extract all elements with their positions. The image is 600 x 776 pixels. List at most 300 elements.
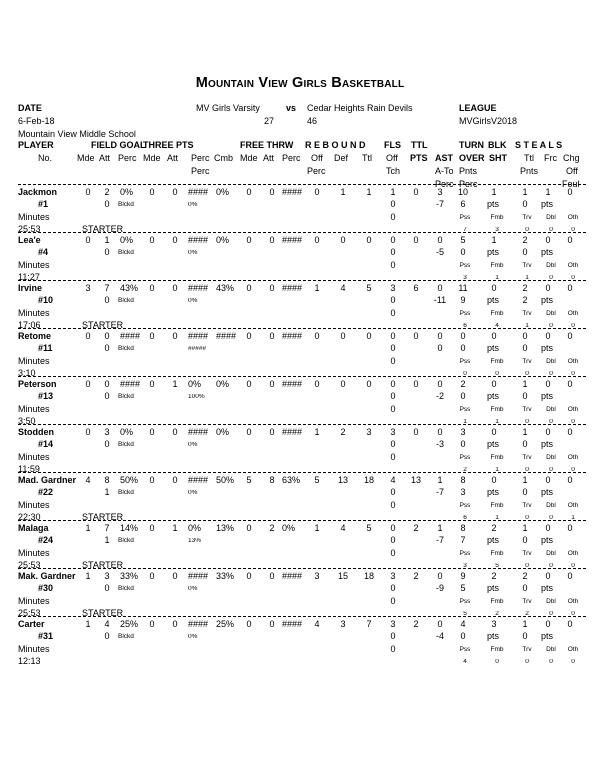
player-ft-a: 0 — [269, 332, 275, 341]
player-st-frc: 0 — [545, 284, 551, 293]
player-fls3: 0 — [390, 261, 396, 270]
dbl-label: Dbl — [546, 550, 556, 557]
dbl-label: Dbl — [546, 214, 556, 221]
player-fg-m: 0 — [85, 380, 91, 389]
player-blk-pts: pts — [487, 392, 500, 401]
player-cmb: 33% — [216, 572, 235, 581]
dbl-label: Dbl — [546, 262, 556, 269]
player-att-perc: 100% — [188, 394, 205, 400]
player-number: #31 — [38, 632, 54, 641]
player-fls3: 0 — [390, 501, 396, 510]
player-st-frc: 0 — [545, 236, 551, 245]
player-pts: 6 — [413, 284, 419, 293]
player-ft-a: 0 — [269, 236, 275, 245]
player-starter: STARTER — [82, 561, 124, 570]
col-ft-mde: Mde — [240, 153, 258, 163]
col-foul-off: Off — [566, 166, 578, 176]
player-fg-a: 0 — [104, 380, 110, 389]
player-name: Carter — [18, 620, 45, 629]
player-number: #13 — [38, 392, 54, 401]
player-name: Malaga — [18, 524, 49, 533]
player-blk-pts: pts — [487, 536, 500, 545]
pss-label: Pss — [459, 598, 471, 605]
dbl-label: Dbl — [546, 358, 556, 365]
game-date: 6-Feb-18 — [18, 116, 55, 126]
player-st-pnts: 0 — [522, 392, 528, 401]
player-dbl: 0 — [549, 467, 553, 473]
player-minutes: 22:30 — [18, 513, 41, 522]
col-off-perc: Perc — [307, 166, 326, 176]
player-ft-p: #### — [282, 620, 303, 629]
player-fls: 3 — [390, 572, 396, 581]
player-tp-p: 0% — [188, 380, 202, 389]
player-tp-a: 0 — [172, 620, 178, 629]
player-fmb: 1 — [495, 419, 499, 425]
minutes-label: Minutes — [18, 644, 50, 654]
player-pts: 0 — [413, 332, 419, 341]
col-fg-perc: Perc — [118, 153, 137, 163]
player-st-frc: 1 — [545, 188, 551, 197]
player-to: 5 — [460, 236, 466, 245]
col-fg-att: Att — [99, 153, 111, 163]
fmb-label: Fmb — [490, 646, 504, 653]
player-tp-m: 0 — [149, 188, 155, 197]
player-to-pnts: 5 — [460, 584, 466, 593]
player-fls: 4 — [390, 476, 396, 485]
col-tp-att: Att — [167, 153, 179, 163]
player-blk-pts: pts — [487, 488, 500, 497]
player-ast: 0 — [437, 620, 443, 629]
row-separator — [18, 376, 586, 377]
player-fg-m: 1 — [85, 620, 91, 629]
player-ft-m: 0 — [246, 524, 252, 533]
player-oth: 0 — [571, 563, 575, 569]
player-ast: 0 — [437, 284, 443, 293]
player-tp-p: #### — [188, 332, 209, 341]
player-fls2: 0 — [390, 488, 396, 497]
player-ft-m: 0 — [246, 188, 252, 197]
player-cmb: 13% — [216, 524, 235, 533]
player-to: 4 — [460, 620, 466, 629]
blocked-label: Blckd — [118, 489, 134, 496]
minutes-label: Minutes — [18, 308, 50, 318]
trv-label: Trv — [522, 310, 532, 317]
player-blk-pts: pts — [487, 584, 500, 593]
player-st-pnts: 0 — [522, 248, 528, 257]
minutes-label: Minutes — [18, 356, 50, 366]
player-ato: -5 — [435, 248, 444, 257]
player-oth: 0 — [571, 467, 575, 473]
player-tp-p: #### — [188, 476, 209, 485]
player-oth: 0 — [571, 611, 575, 617]
player-ft-a: 0 — [269, 620, 275, 629]
player-reb-def: 0 — [340, 332, 346, 341]
player-trv: 2 — [525, 611, 529, 617]
vs-label: vs — [286, 103, 297, 113]
player-blk-pts: pts — [487, 296, 500, 305]
player-st-pnts: 0 — [522, 488, 528, 497]
oth-label: Oth — [567, 646, 579, 653]
player-tp-p: #### — [188, 428, 209, 437]
player-blk-pts: pts — [487, 200, 500, 209]
player-tp-m: 0 — [149, 380, 155, 389]
game-location: Mountain View Middle School — [18, 129, 136, 139]
player-att-perc: 0% — [188, 442, 198, 448]
player-name: Lea'e — [18, 236, 41, 245]
player-st-ttl: 2 — [522, 236, 528, 245]
player-reb-off: 1 — [314, 284, 320, 293]
player-blk: 0 — [491, 284, 497, 293]
player-tp-p: #### — [188, 236, 209, 245]
player-minutes: 3:50 — [18, 417, 36, 426]
player-fg-m: 3 — [85, 284, 91, 293]
player-reb-def: 15 — [337, 572, 348, 581]
row-separator — [18, 616, 586, 617]
player-pts: 2 — [413, 572, 419, 581]
player-ato: -9 — [435, 584, 444, 593]
col-fls-off: Off — [386, 153, 398, 163]
player-blk-pts: pts — [487, 344, 500, 353]
player-reb-off: 0 — [314, 380, 320, 389]
player-att-perc: 0% — [188, 490, 198, 496]
player-fls3: 0 — [390, 309, 396, 318]
col-field-goal: FIELD GOAL — [91, 140, 146, 150]
player-blk-sht: 0 — [104, 200, 110, 209]
col-st-ttl: Ttl — [524, 153, 534, 163]
home-score: 27 — [264, 116, 275, 126]
player-ato: -7 — [435, 488, 444, 497]
player-to: 8 — [460, 476, 466, 485]
player-fg-a: 8 — [104, 476, 110, 485]
player-blk: 0 — [491, 476, 497, 485]
pss-label: Pss — [459, 646, 471, 653]
player-minutes: 25:53 — [18, 561, 41, 570]
col-free-thrw: FREE THRW — [240, 140, 294, 150]
player-oth: 0 — [571, 227, 575, 233]
col-pnts-perc: Perc — [459, 179, 478, 189]
player-reb-def: 13 — [337, 476, 348, 485]
player-to-pnts: 3 — [460, 488, 466, 497]
player-ato: -11 — [433, 296, 447, 305]
col-pnts: Pnts — [459, 166, 478, 176]
dbl-label: Dbl — [546, 598, 556, 605]
player-ft-p: #### — [282, 236, 303, 245]
player-cmb: 0% — [216, 188, 230, 197]
player-pts: 0 — [413, 236, 419, 245]
col-frc: Frc — [544, 153, 557, 163]
dbl-label: Dbl — [546, 406, 556, 413]
player-to: 11 — [458, 284, 468, 293]
player-oth: 0 — [571, 419, 575, 425]
player-st-chg: 0 — [567, 428, 573, 437]
trv-label: Trv — [522, 502, 532, 509]
minutes-label: Minutes — [18, 260, 50, 270]
player-pss: 1 — [463, 419, 467, 425]
player-minutes: 17:06 — [18, 321, 41, 330]
player-reb-ttl: 0 — [366, 236, 372, 245]
player-fg-p: 43% — [120, 284, 139, 293]
player-st-ttl: 1 — [522, 428, 528, 437]
player-blk-sht: 0 — [104, 344, 110, 353]
away-team: Cedar Heights Rain Devils — [307, 103, 413, 113]
player-att-perc: 13% — [188, 538, 202, 544]
player-fg-a: 7 — [104, 284, 110, 293]
player-reb-ttl: 0 — [366, 332, 372, 341]
player-tp-m: 0 — [149, 476, 155, 485]
player-ato: -3 — [435, 440, 444, 449]
player-fg-m: 4 — [85, 476, 91, 485]
dbl-label: Dbl — [546, 646, 556, 653]
player-st-pts: pts — [541, 200, 554, 209]
player-fg-p: 50% — [120, 476, 139, 485]
player-dbl: 0 — [549, 419, 553, 425]
player-tp-a: 0 — [172, 428, 178, 437]
player-to-pnts: 0 — [460, 392, 466, 401]
player-dbl: 0 — [549, 275, 553, 281]
player-tp-m: 0 — [149, 236, 155, 245]
player-st-ttl: 1 — [522, 524, 528, 533]
col-st-pnts: Pnts — [520, 166, 539, 176]
player-ft-p: #### — [282, 380, 303, 389]
player-fg-p: 33% — [120, 572, 139, 581]
player-st-pnts: 0 — [522, 344, 528, 353]
player-reb-ttl: 3 — [366, 428, 372, 437]
player-cmb: 0% — [216, 236, 230, 245]
player-st-pts: pts — [541, 488, 554, 497]
player-st-pnts: 0 — [522, 584, 528, 593]
dbl-label: Dbl — [546, 310, 556, 317]
player-number: #4 — [38, 248, 49, 257]
player-fmb: 1 — [495, 515, 499, 521]
player-starter: STARTER — [82, 609, 124, 618]
col-rebound: R E B O U N D — [305, 140, 366, 150]
player-fmb: 0 — [495, 371, 499, 377]
player-ato: -7 — [435, 200, 444, 209]
player-st-pts: pts — [541, 584, 554, 593]
player-st-frc: 0 — [545, 524, 551, 533]
dbl-label: Dbl — [546, 502, 556, 509]
trv-label: Trv — [522, 646, 532, 653]
row-separator — [18, 280, 586, 281]
pss-label: Pss — [459, 454, 471, 461]
player-trv: 0 — [525, 467, 529, 473]
minutes-label: Minutes — [18, 500, 50, 510]
home-team: MV Girls Varsity — [196, 103, 260, 113]
player-ast: 0 — [437, 380, 443, 389]
player-st-pts: pts — [541, 440, 554, 449]
trv-label: Trv — [522, 406, 532, 413]
player-st-ttl: 1 — [522, 188, 528, 197]
player-to-pnts: 9 — [460, 296, 466, 305]
trv-label: Trv — [522, 598, 532, 605]
player-fg-a: 0 — [104, 332, 110, 341]
league-name: MVGirlsV2018 — [459, 116, 518, 126]
row-separator — [18, 472, 586, 473]
player-ft-a: 0 — [269, 428, 275, 437]
player-tp-p: #### — [188, 188, 209, 197]
col-ft-perc: Perc — [282, 153, 301, 163]
player-att-perc: 0% — [188, 250, 198, 256]
player-trv: 0 — [525, 371, 529, 377]
col-fls: FLS — [384, 140, 401, 150]
player-ato: -4 — [435, 632, 444, 641]
player-fmb: 2 — [495, 611, 499, 617]
player-oth: 0 — [571, 275, 575, 281]
player-st-chg: 0 — [567, 380, 573, 389]
date-label: DATE — [18, 103, 42, 113]
player-att-perc: 0% — [188, 298, 198, 304]
player-reb-off: 4 — [314, 620, 320, 629]
player-st-chg: 0 — [567, 524, 573, 533]
player-to-pnts: 0 — [460, 248, 466, 257]
player-blk: 0 — [491, 380, 497, 389]
col-ato-perc: Perc — [435, 179, 454, 189]
player-tp-a: 1 — [172, 380, 178, 389]
col-tch: Tch — [386, 166, 401, 176]
player-tp-a: 0 — [172, 188, 178, 197]
player-name: Retome — [18, 332, 52, 341]
player-blk: 3 — [491, 620, 497, 629]
player-fmb: 1 — [495, 275, 499, 281]
player-fg-p: 14% — [120, 524, 139, 533]
player-fls: 0 — [390, 236, 396, 245]
player-att-perc: 0% — [188, 202, 198, 208]
row-separator — [18, 232, 586, 233]
player-fmb: 0 — [495, 659, 499, 665]
player-fg-a: 3 — [104, 572, 110, 581]
player-number: #22 — [38, 488, 54, 497]
player-ast: 0 — [437, 332, 443, 341]
player-pss: 7 — [463, 227, 467, 233]
player-pts: 0 — [413, 428, 419, 437]
player-reb-ttl: 0 — [366, 380, 372, 389]
player-to: 10 — [457, 188, 468, 197]
player-reb-ttl: 18 — [363, 476, 374, 485]
player-reb-def: 0 — [340, 236, 346, 245]
player-blk: 2 — [491, 572, 497, 581]
player-to-pnts: 7 — [460, 536, 466, 545]
player-fls2: 0 — [390, 536, 396, 545]
player-name: Mak. Gardner — [18, 572, 76, 581]
player-ft-a: 0 — [269, 284, 275, 293]
player-st-frc: 0 — [545, 476, 551, 485]
player-fg-p: #### — [120, 332, 141, 341]
player-fls3: 0 — [390, 405, 396, 414]
fmb-label: Fmb — [490, 262, 504, 269]
blocked-label: Blckd — [118, 441, 134, 448]
blocked-label: Blckd — [118, 345, 134, 352]
col-three-pts: THREE PTS — [143, 140, 194, 150]
player-ft-m: 0 — [246, 428, 252, 437]
player-pss: 5 — [463, 611, 467, 617]
player-st-ttl: 0 — [522, 332, 528, 341]
player-fg-p: 0% — [120, 428, 134, 437]
player-pss: 2 — [463, 467, 467, 473]
player-reb-ttl: 5 — [366, 284, 372, 293]
player-ft-m: 0 — [246, 572, 252, 581]
player-ast: 0 — [437, 236, 443, 245]
player-st-pts: pts — [541, 248, 554, 257]
player-number: #24 — [38, 536, 54, 545]
player-st-frc: 0 — [545, 620, 551, 629]
col-blk: BLK — [488, 140, 507, 150]
player-minutes: 11:59 — [18, 465, 40, 474]
player-fg-m: 0 — [85, 236, 91, 245]
player-tp-a: 0 — [172, 476, 178, 485]
player-fls: 0 — [390, 524, 396, 533]
player-number: #1 — [38, 200, 49, 209]
player-fls2: 0 — [390, 440, 396, 449]
player-ast: 3 — [437, 188, 443, 197]
player-reb-off: 5 — [314, 476, 320, 485]
oth-label: Oth — [567, 214, 579, 221]
minutes-label: Minutes — [18, 404, 50, 414]
minutes-label: Minutes — [18, 596, 50, 606]
player-blk-pts: pts — [487, 248, 500, 257]
player-tp-m: 0 — [149, 524, 155, 533]
player-reb-ttl: 1 — [366, 188, 372, 197]
col-steals: S T E A L S — [515, 140, 563, 150]
col-foul: Foul — [562, 179, 580, 189]
player-ft-m: 0 — [246, 332, 252, 341]
blocked-label: Blckd — [118, 201, 134, 208]
player-blk-pts: pts — [487, 440, 500, 449]
player-blk-sht: 0 — [104, 440, 110, 449]
player-tp-p: 0% — [188, 524, 202, 533]
player-fg-a: 7 — [104, 524, 110, 533]
col-chg: Chg — [563, 153, 580, 163]
col-ato: A-To — [435, 166, 454, 176]
player-to: 9 — [460, 572, 466, 581]
fmb-label: Fmb — [490, 550, 504, 557]
player-oth: 0 — [571, 371, 575, 377]
player-fmb: 3 — [495, 227, 499, 233]
player-st-pts: pts — [541, 344, 554, 353]
player-st-frc: 0 — [545, 380, 551, 389]
player-tp-a: 1 — [172, 524, 178, 533]
col-reb-ttl: Ttl — [362, 153, 372, 163]
player-ft-p: #### — [282, 572, 303, 581]
col-tp-mde: Mde — [143, 153, 161, 163]
away-score: 46 — [307, 116, 318, 126]
minutes-label: Minutes — [18, 548, 50, 558]
player-trv: 0 — [525, 515, 529, 521]
league-label: LEAGUE — [459, 103, 497, 113]
player-fg-a: 4 — [104, 620, 110, 629]
player-fls: 3 — [390, 284, 396, 293]
player-dbl: 0 — [549, 227, 553, 233]
pss-label: Pss — [459, 550, 471, 557]
player-reb-def: 3 — [340, 620, 346, 629]
player-trv: 0 — [525, 563, 529, 569]
player-att-perc: 0% — [188, 634, 198, 640]
player-st-chg: 0 — [567, 476, 573, 485]
player-pts: 2 — [413, 620, 419, 629]
fmb-label: Fmb — [490, 406, 504, 413]
blocked-label: Blckd — [118, 585, 134, 592]
trv-label: Trv — [522, 262, 532, 269]
player-st-ttl: 2 — [522, 572, 528, 581]
fmb-label: Fmb — [490, 454, 504, 461]
player-st-ttl: 1 — [522, 380, 528, 389]
minutes-label: Minutes — [18, 452, 50, 462]
dbl-label: Dbl — [546, 454, 556, 461]
player-dbl: 0 — [549, 323, 553, 329]
col-tp-perc: Perc — [191, 153, 210, 163]
player-reb-off: 0 — [314, 236, 320, 245]
player-to: 2 — [460, 380, 466, 389]
player-pss: 3 — [463, 275, 467, 281]
